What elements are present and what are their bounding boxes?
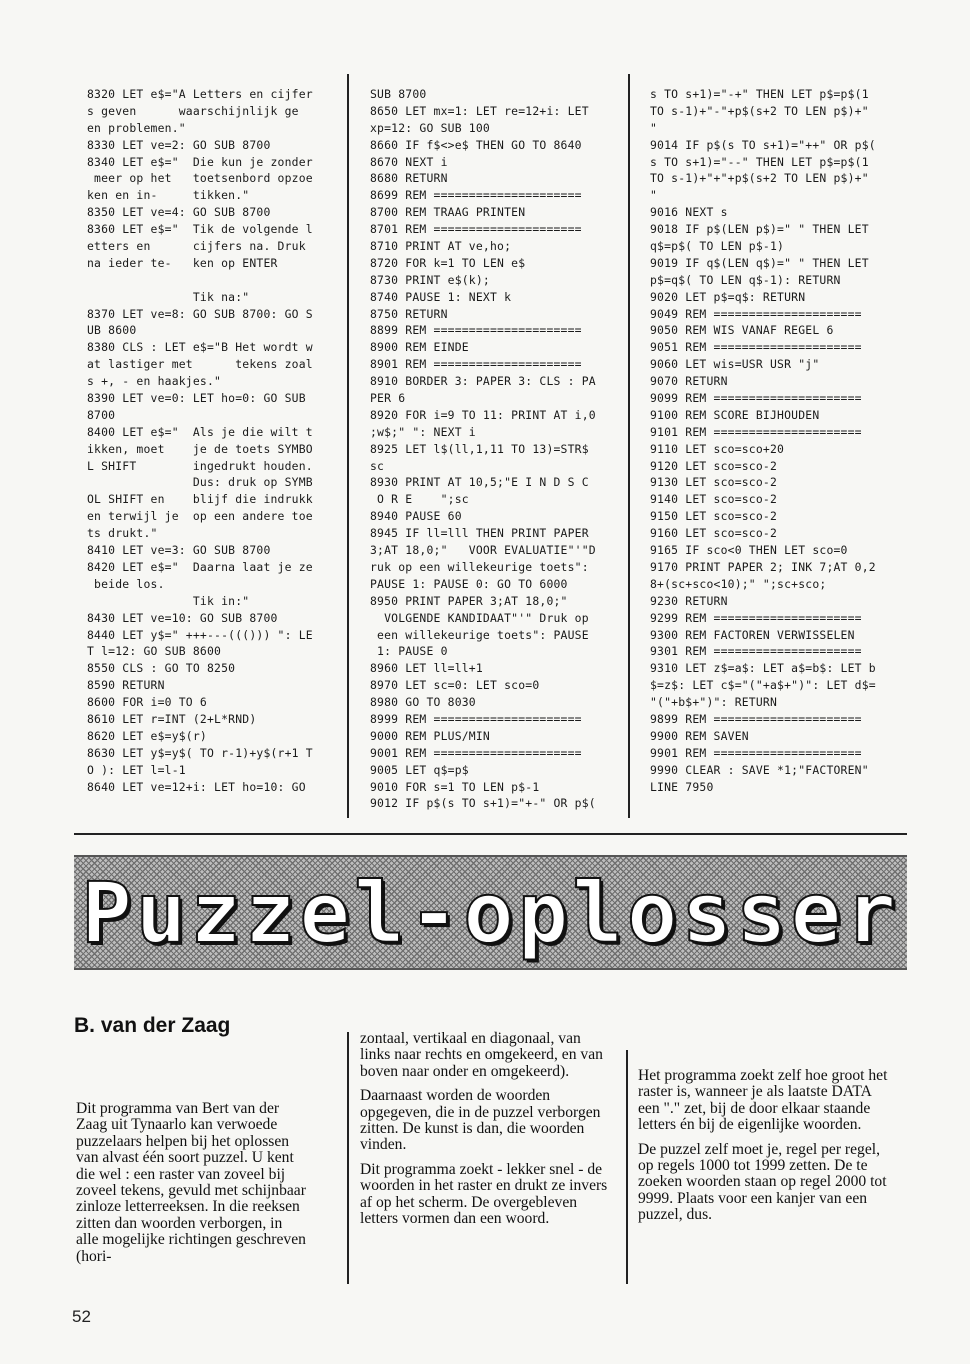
code-line: 9099 REM ===================== bbox=[650, 391, 862, 406]
code-line: s +, - en haakjes." bbox=[87, 374, 222, 389]
code-line: 9019 IF q$(LEN q$)=" " THEN LET bbox=[650, 255, 869, 270]
code-line: 9901 REM ===================== bbox=[650, 745, 862, 760]
code-line: na ieder te- ken op ENTER bbox=[87, 255, 278, 270]
code-line: 9110 LET sco=sco+20 bbox=[650, 441, 785, 456]
code-line: 8701 REM ===================== bbox=[370, 222, 582, 237]
code-line: meer op het toetsenbord opzoe bbox=[87, 171, 313, 186]
author-name: B. van der Zaag bbox=[74, 1014, 231, 1037]
code-line: 8901 REM ===================== bbox=[370, 357, 582, 372]
code-line: 8930 PRINT AT 10,5;"E I N D S C bbox=[370, 475, 589, 490]
code-line: q$=p$( TO LEN p$-1) bbox=[650, 239, 785, 254]
code-line: 9140 LET sco=sco-2 bbox=[650, 492, 778, 507]
paragraph: Daarnaast worden de woorden opgegeven, die in de puzzel verborgen zitten. De kunst is dan, die woorden vinden. bbox=[360, 1087, 601, 1154]
code-line: ken en in- tikken." bbox=[87, 188, 250, 203]
code-line: VOLGENDE KANDIDAAT"'" Druk op bbox=[370, 610, 589, 625]
code-line: 8970 LET sc=0: LET sco=0 bbox=[370, 678, 540, 693]
code-line: 8440 LET y$=" +++---((())) ": LE bbox=[87, 627, 313, 642]
code-line: 8600 FOR i=0 TO 6 bbox=[87, 695, 207, 710]
code-line: 9051 REM ===================== bbox=[650, 340, 862, 355]
code-line: 9299 REM ===================== bbox=[650, 610, 862, 625]
listing-column-2 bbox=[370, 86, 615, 812]
code-line: 8370 LET ve=8: GO SUB 8700: GO S bbox=[87, 306, 313, 321]
listing-column-3 bbox=[650, 86, 890, 795]
code-line: $=z$: LET c$="("+a$+")": LET d$= bbox=[650, 678, 876, 693]
paragraph: Dit programma zoekt - lekker snel - de woorden in het raster en drukt ze invers af op het scherm. De overgebleven letters vormen dan een woord. bbox=[360, 1160, 608, 1228]
paragraph: De puzzel zelf moet je, regel per regel, op regels 1000 tot 1999 zetten. De te zoeken woorden staan op regel 2000 tot 9999. Plaats voor een kanjer van een puzzel, dus. bbox=[638, 1140, 887, 1224]
code-line: Tik na:" bbox=[87, 289, 250, 304]
code-line: 8699 REM ===================== bbox=[370, 188, 582, 203]
code-line: 9160 LET sco=sco-2 bbox=[650, 526, 778, 541]
code-line: 8420 LET e$=" Daarna laat je ze bbox=[87, 559, 313, 574]
code-line: OL SHIFT en blijf die indrukk bbox=[87, 492, 313, 507]
code-line: 8620 LET e$=y$(r) bbox=[87, 728, 207, 743]
code-line: at lastiger met tekens zoal bbox=[87, 357, 313, 372]
code-line: 9170 PRINT PAPER 2; INK 7;AT 0,2 bbox=[650, 559, 876, 574]
code-line: 8340 LET e$=" Die kun je zonder bbox=[87, 154, 313, 169]
code-line: 9101 REM ===================== bbox=[650, 424, 862, 439]
code-line: ;w$;" ": NEXT i bbox=[370, 424, 476, 439]
code-line: TO s-1)+"+"+p$(s+2 TO LEN p$)+" bbox=[650, 171, 869, 186]
code-line: 9301 REM ===================== bbox=[650, 644, 862, 659]
code-line: 9018 IF p$(LEN p$)=" " THEN LET bbox=[650, 222, 869, 237]
code-line: 9001 REM ===================== bbox=[370, 745, 582, 760]
code-line: 9300 REM FACTOREN VERWISSELEN bbox=[650, 627, 855, 642]
code-line: TO s-1)+"-"+p$(s+2 TO LEN p$)+" bbox=[650, 103, 869, 118]
code-line: 9230 RETURN bbox=[650, 593, 728, 608]
code-line: 8650 LET mx=1: LET re=12+i: LET bbox=[370, 103, 589, 118]
code-line: O R E ";sc bbox=[370, 492, 469, 507]
code-line: 8640 LET ve=12+i: LET ho=10: GO bbox=[87, 779, 306, 794]
code-line: 8550 CLS : GO TO 8250 bbox=[87, 661, 236, 676]
column-divider-1 bbox=[347, 74, 349, 818]
code-line: 8360 LET e$=" Tik de volgende l bbox=[87, 222, 313, 237]
code-line: ikken, moet je de toets SYMBO bbox=[87, 441, 313, 456]
code-line: 8899 REM ===================== bbox=[370, 323, 582, 338]
code-line: beide los. bbox=[87, 576, 165, 591]
code-line: 8940 PAUSE 60 bbox=[370, 509, 462, 524]
page-number: 52 bbox=[72, 1307, 91, 1326]
code-line: s TO s+1)="-+" THEN LET p$=p$(1 bbox=[650, 87, 869, 101]
code-line: 9014 IF p$(s TO s+1)="++" OR p$( bbox=[650, 137, 876, 152]
column-divider-2 bbox=[628, 74, 630, 818]
paragraph: Dit programma van Bert van der Zaag uit Tynaarlo kan verwoede puzzelaars helpen bij het oplossen van alvast één soort puzzel. U kent die wel : een raster van zoveel bij zoveel tekens, gevuld met schijnbaar zinloze letterreeksen. In die reeksen zitten dan woorden verborgen, in alle mogelijke richtingen geschreven (hori- bbox=[76, 1100, 306, 1265]
code-line: een willekeurige toets": PAUSE bbox=[370, 627, 589, 642]
code-line: 8590 RETURN bbox=[87, 678, 165, 693]
section-rule bbox=[74, 833, 907, 835]
code-line: 9050 REM WIS VANAF REGEL 6 bbox=[650, 323, 834, 338]
code-line: ruk op een willekeurige toets": bbox=[370, 559, 589, 574]
code-line: " bbox=[650, 188, 658, 203]
code-line: T l=12: GO SUB 8600 bbox=[87, 644, 222, 659]
text-divider-1 bbox=[347, 1032, 349, 1284]
article-column-3 bbox=[638, 1068, 888, 1232]
code-line: 8670 NEXT i bbox=[370, 154, 448, 169]
code-line: 8660 IF f$<>e$ THEN GO TO 8640 bbox=[370, 137, 582, 152]
code-line: en terwijl je op een andere toe bbox=[87, 509, 313, 524]
code-line: 9060 LET wis=USR USR "j" bbox=[650, 357, 820, 372]
code-line: 8710 PRINT AT ve,ho; bbox=[370, 239, 512, 254]
code-line: 8960 LET ll=ll+1 bbox=[370, 661, 483, 676]
code-line: Tik in:" bbox=[87, 593, 250, 608]
code-line: L SHIFT ingedrukt houden. bbox=[87, 458, 313, 473]
code-line bbox=[87, 272, 322, 289]
code-line: 9120 LET sco=sco-2 bbox=[650, 458, 778, 473]
code-line: 8330 LET ve=2: GO SUB 8700 bbox=[87, 137, 271, 152]
code-line: SUB 8700 bbox=[370, 87, 427, 101]
paragraph: Het programma zoekt zelf hoe groot het raster is, wanneer je als laatste DATA een "." zet, bij de door elkaar staande letters én bij de eigenlijke woorden. bbox=[638, 1067, 888, 1134]
code-line: 8700 REM TRAAG PRINTEN bbox=[370, 205, 526, 220]
code-line: s TO s+1)="--" THEN LET p$=p$(1 bbox=[650, 154, 869, 169]
code-line: 8750 RETURN bbox=[370, 306, 448, 321]
code-line: 9990 CLEAR : SAVE *1;"FACTOREN" bbox=[650, 762, 869, 777]
code-line: UB 8600 bbox=[87, 323, 137, 338]
code-line: PAUSE 1: PAUSE 0: GO TO 6000 bbox=[370, 576, 568, 591]
code-line: O ): LET l=l-1 bbox=[87, 762, 186, 777]
code-line: 9070 RETURN bbox=[650, 374, 728, 389]
code-line: 8900 REM EINDE bbox=[370, 340, 469, 355]
code-line: 9899 REM ===================== bbox=[650, 711, 862, 726]
code-line: 9010 FOR s=1 TO LEN p$-1 bbox=[370, 779, 540, 794]
text-divider-2 bbox=[626, 1050, 628, 1284]
code-line: sc bbox=[370, 458, 385, 473]
code-line: s geven waarschijnlijk ge bbox=[87, 103, 299, 118]
code-line: 8680 RETURN bbox=[370, 171, 448, 186]
paragraph: zontaal, vertikaal en diagonaal, van links naar rechts en omgekeerd, en van boven naar onder en omgekeerd). bbox=[360, 1030, 603, 1080]
code-line: 9005 LET q$=p$ bbox=[370, 762, 469, 777]
code-line: 9016 NEXT s bbox=[650, 205, 728, 220]
article-title: Puzzel-oplosser bbox=[81, 863, 900, 962]
code-line: 9900 REM SAVEN bbox=[650, 728, 749, 743]
code-line: 9012 IF p$(s TO s+1)="+-" OR p$( bbox=[370, 796, 596, 811]
code-line: 8910 BORDER 3: PAPER 3: CLS : PA bbox=[370, 374, 596, 389]
article-column-2 bbox=[360, 1031, 610, 1235]
code-line: 8+(sc+sco<10);" ";sc+sco; bbox=[650, 576, 827, 591]
code-line: xp=12: GO SUB 100 bbox=[370, 120, 490, 135]
code-line: 8740 PAUSE 1: NEXT k bbox=[370, 289, 512, 304]
code-line: 8380 CLS : LET e$="B Het wordt w bbox=[87, 340, 313, 355]
code-line: 9130 LET sco=sco-2 bbox=[650, 475, 778, 490]
code-line: 9150 LET sco=sco-2 bbox=[650, 509, 778, 524]
title-banner bbox=[74, 855, 907, 970]
code-line: ts drukt." bbox=[87, 526, 158, 541]
code-line: 8730 PRINT e$(k); bbox=[370, 272, 490, 287]
code-line: en problemen." bbox=[87, 120, 186, 135]
code-line: 8320 LET e$="A Letters en cijfer bbox=[87, 87, 313, 101]
code-line: "("+b$+")": RETURN bbox=[650, 695, 778, 710]
code-line: 8700 bbox=[87, 407, 116, 422]
article-column-1 bbox=[76, 1101, 308, 1273]
code-line: 1: PAUSE 0 bbox=[370, 644, 448, 659]
code-line: 8925 LET l$(ll,1,11 TO 13)=STR$ bbox=[370, 441, 589, 456]
code-line: 8410 LET ve=3: GO SUB 8700 bbox=[87, 543, 271, 558]
code-line: " bbox=[650, 120, 658, 135]
code-line: 9165 IF sco<0 THEN LET sco=0 bbox=[650, 543, 848, 558]
code-line: 9049 REM ===================== bbox=[650, 306, 862, 321]
code-line: 8950 PRINT PAPER 3;AT 18,0;" bbox=[370, 593, 568, 608]
code-line: LINE 7950 bbox=[650, 779, 714, 794]
code-line: 8400 LET e$=" Als je die wilt t bbox=[87, 424, 313, 439]
code-line: 8630 LET y$=y$( TO r-1)+y$(r+1 T bbox=[87, 745, 313, 760]
code-line: 8610 LET r=INT (2+L*RND) bbox=[87, 711, 257, 726]
code-line: 8720 FOR k=1 TO LEN e$ bbox=[370, 255, 526, 270]
code-line: p$=q$( TO LEN q$-1): RETURN bbox=[650, 272, 841, 287]
code-line: 9310 LET z$=a$: LET a$=b$: LET b bbox=[650, 661, 876, 676]
code-line: 8980 GO TO 8030 bbox=[370, 695, 476, 710]
code-line: 8430 LET ve=10: GO SUB 8700 bbox=[87, 610, 278, 625]
code-line: 8390 LET ve=0: LET ho=0: GO SUB bbox=[87, 391, 306, 406]
code-line: Dus: druk op SYMB bbox=[87, 475, 313, 490]
code-line: 8945 IF ll=lll THEN PRINT PAPER bbox=[370, 526, 589, 541]
code-line: 9020 LET p$=q$: RETURN bbox=[650, 289, 806, 304]
code-line: 8999 REM ===================== bbox=[370, 711, 582, 726]
code-line: 8920 FOR i=9 TO 11: PRINT AT i,0 bbox=[370, 407, 596, 422]
code-line: 3;AT 18,0;" VOOR EVALUATIE"'"D bbox=[370, 543, 596, 558]
listing-column-1 bbox=[87, 86, 322, 795]
code-line: 9000 REM PLUS/MIN bbox=[370, 728, 490, 743]
code-line: PER 6 bbox=[370, 391, 406, 406]
code-line: 8350 LET ve=4: GO SUB 8700 bbox=[87, 205, 271, 220]
code-line: 9100 REM SCORE BIJHOUDEN bbox=[650, 407, 820, 422]
code-line: etters en cijfers na. Druk bbox=[87, 239, 306, 254]
